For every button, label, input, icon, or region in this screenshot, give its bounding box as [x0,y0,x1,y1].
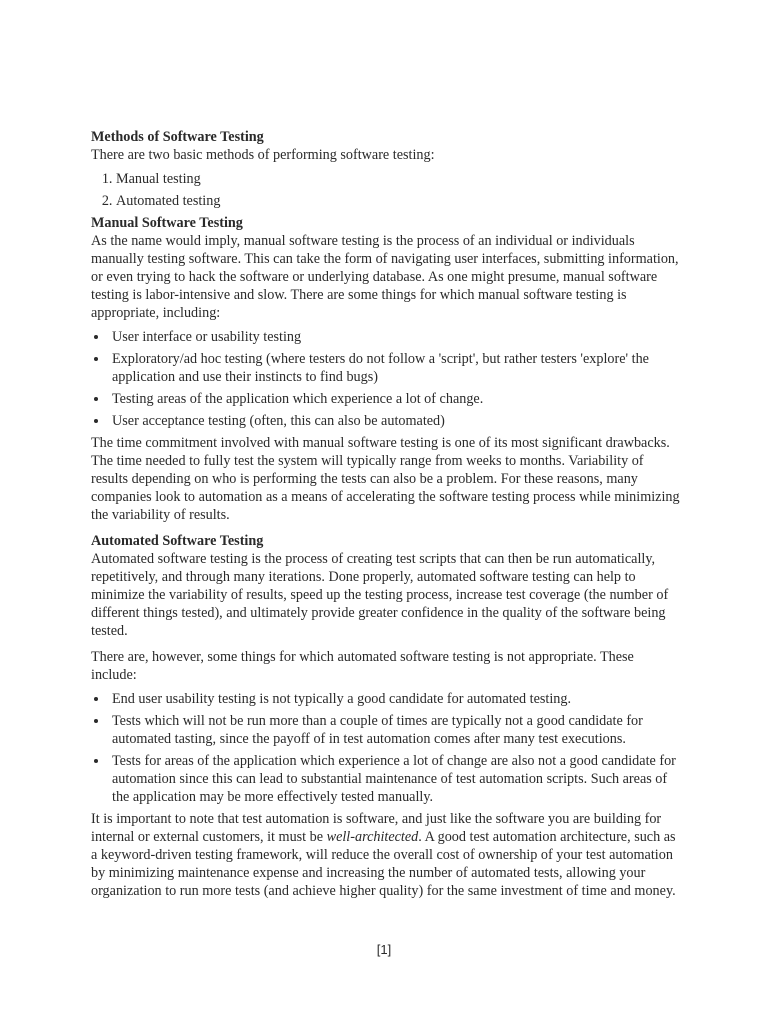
page-number: [1] [376,942,392,957]
manual-bullet-list [91,328,681,430]
list-item: Testing areas of the application which experience a lot of change. [112,390,681,408]
automated-paragraph-1: Automated software testing is the process of creating test scripts that can then be run automatically, repetitively, and through many iterations. Done properly, automated software testing can help to minimize the variability of results, speed up the testing process, increase test coverage (the number of different things tested), and ultimately provide greater confidence in the quality of the software being tested. [91,551,669,639]
list-item: 2. Automated testing [116,192,681,210]
document-page [91,128,681,900]
list-item: Tests for areas of the application which experience a lot of change are also not a good candidate for automation since this can lead to substantial maintenance of test automation scripts. Such areas of the application may be more effectively tested manually. [112,752,681,806]
closing-emphasis: well-architected [326,829,419,845]
automated-bullet-list [91,690,681,806]
automated-paragraph-2: There are, however, some things for which automated software testing is not appropriate. These include: [91,649,634,683]
closing-text-start: It is important to note that test automation is software, and just like the software you are building for internal or external customers, it must be [91,811,662,845]
list-item: 1. Manual testing [116,170,681,188]
list-item: User acceptance testing (often, this can also be automated) [112,412,681,430]
list-item: End user usability testing is not typically a good candidate for automated testing. [112,690,681,708]
list-item: Exploratory/ad hoc testing (where testers do not follow a 'script', but rather testers 'explore' the application and use their instincts to find bugs) [112,350,681,386]
methods-list [91,170,681,210]
section-heading-manual: Manual Software Testing [91,215,243,231]
closing-text-end: . A good test automation architecture, such as a keyword-driven testing framework, will reduce the overall cost of ownership of your test automation by minimizing maintenance expense and increasing the number of automated tests, allowing your organization to run more tests (and achieve higher quality) for the same investment of time and money. [91,829,676,899]
list-item: Tests which will not be run more than a couple of times are typically not a good candidate for automated tasting, since the payoff of in test automation comes after many test executions. [112,712,681,748]
section-heading-automated: Automated Software Testing [91,533,264,549]
section-heading-methods: Methods of Software Testing [91,129,264,145]
list-item: User interface or usability testing [112,328,681,346]
manual-paragraph-2: The time commitment involved with manual software testing is one of its most significant drawbacks. The time needed to fully test the system will typically range from weeks to months. Variability of results depending on who is performing the tests can also be a problem. For these reasons, many companies look to automation as a means of accelerating the software testing process while minimizing the variability of results. [91,435,680,523]
methods-intro: There are two basic methods of performing software testing: [91,147,435,163]
manual-paragraph-1: As the name would imply, manual software testing is the process of an individual or individuals manually testing software. This can take the form of navigating user interfaces, submitting information, or even trying to hack the software or underlying database. As one might presume, manual software testing is labor-intensive and slow. There are some things for which manual software testing is appropriate, including: [91,233,679,321]
automated-closing-paragraph [91,810,681,900]
